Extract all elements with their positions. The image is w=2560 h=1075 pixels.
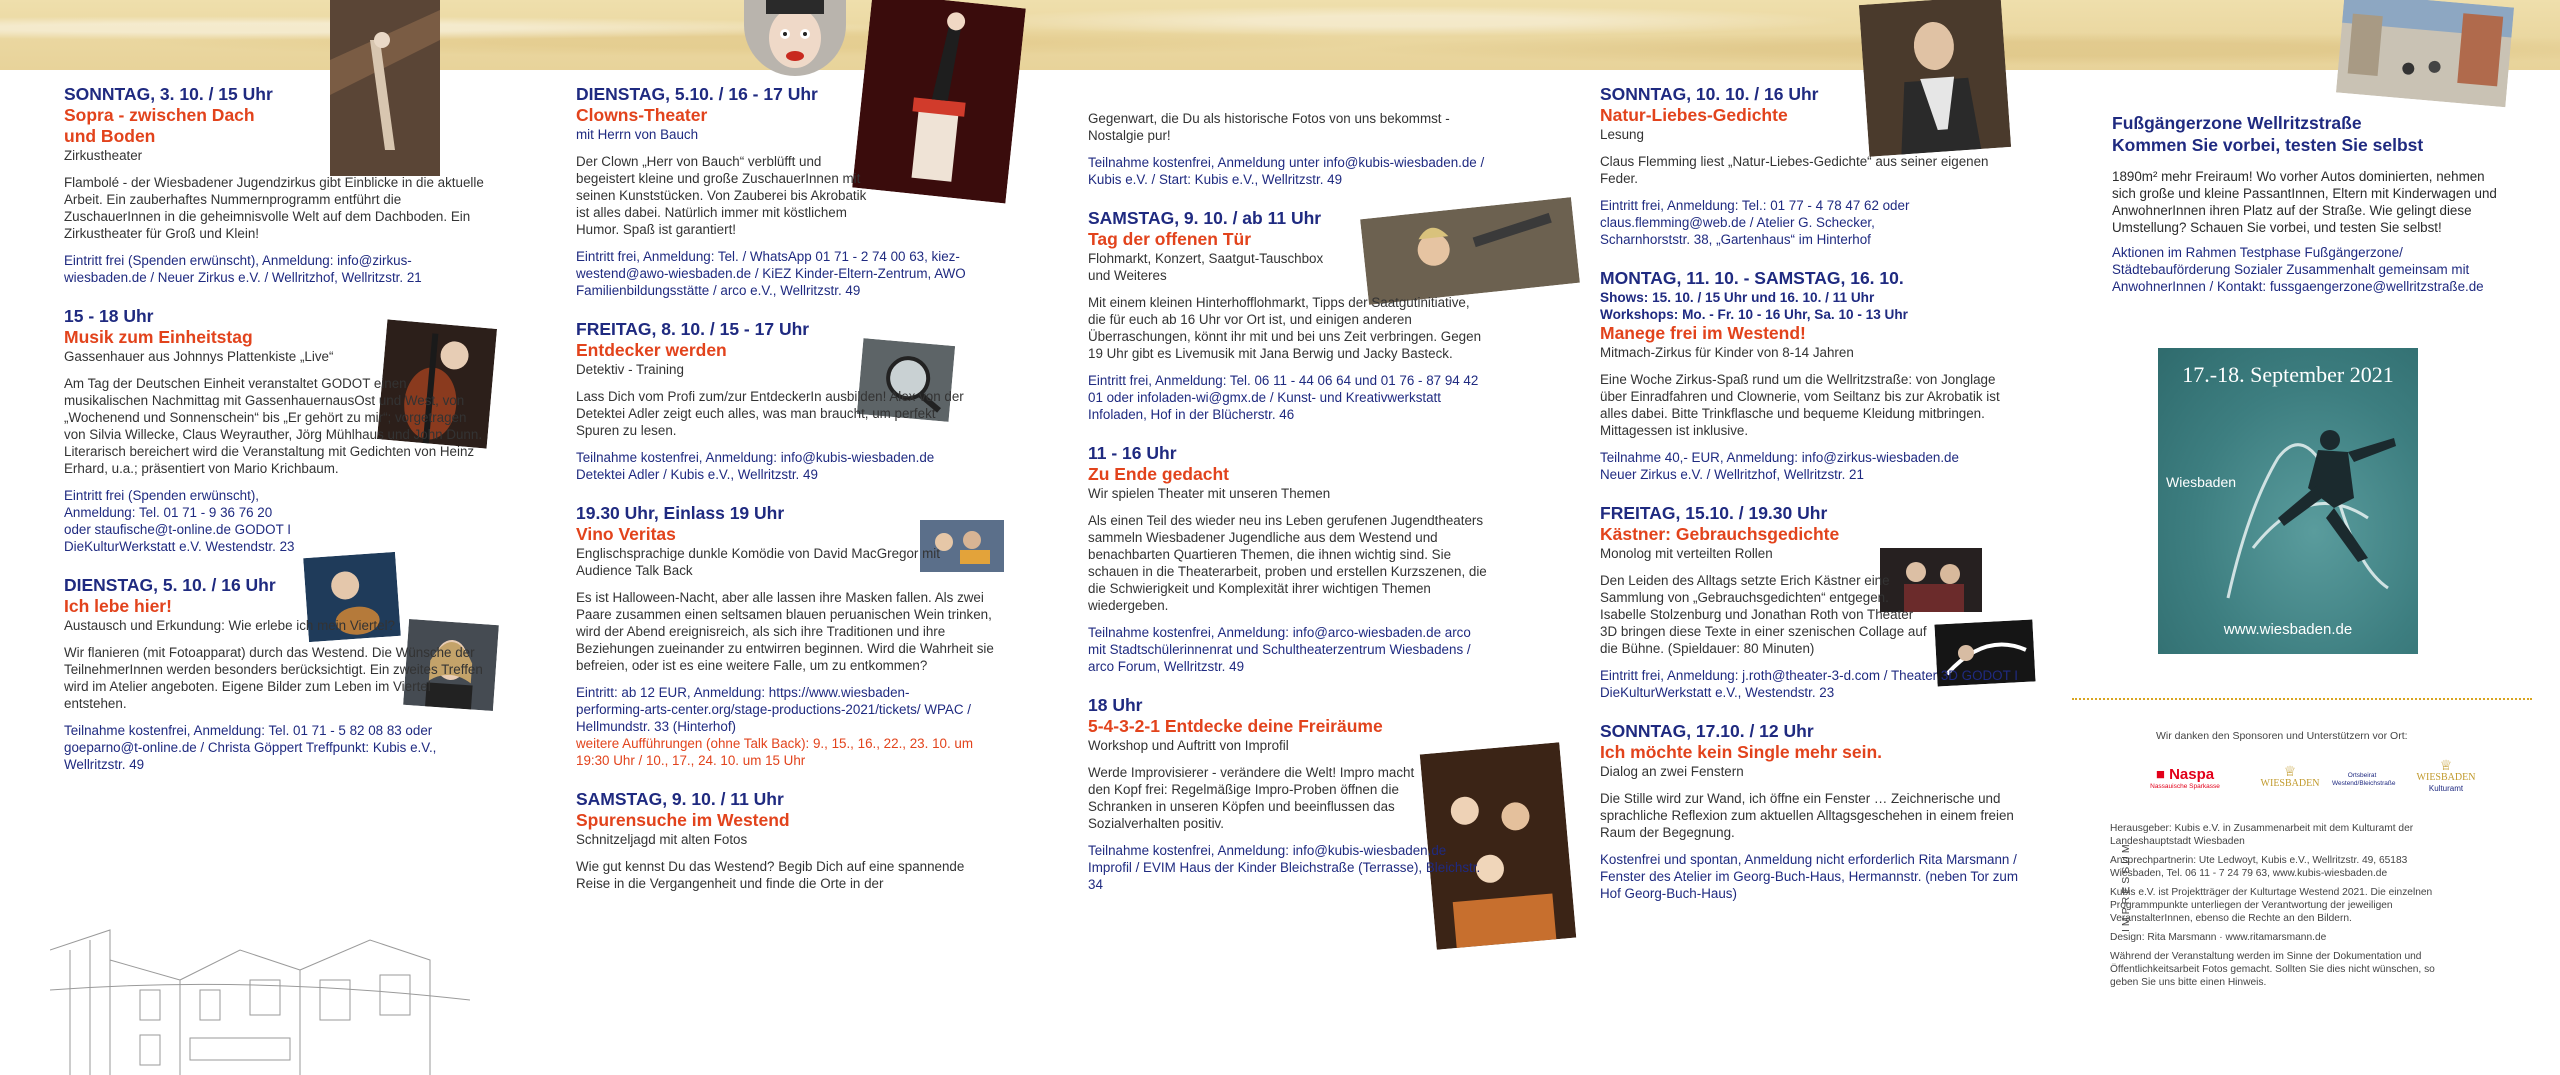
ortsbeirat-logo: [2332, 772, 2396, 788]
event-description: Lass Dich vom Profi zum/zur EntdeckerIn ausbilden! Alex von der Detektei Adler zeigt euch alles, was man braucht, um perfekt Spuren zu lesen.: [576, 389, 964, 438]
event-info: Teilnahme kostenfrei, Anmeldung: info@kubis-wiesbaden.de Improfil / EVIM Haus der Kinder Bleichstraße (Terrasse), Bleichstr. 34: [1088, 843, 1481, 892]
event-title: Kästner: Gebrauchsgedichte: [1600, 524, 1840, 544]
event-single: [1600, 721, 2020, 902]
event-shows: Shows: 15. 10. / 15 Uhr und 16. 10. / 11 Uhr: [1600, 290, 1875, 305]
poster-city: Wiesbaden: [2166, 474, 2237, 490]
event-description: Gegenwart, die Du als historische Fotos von uns bekommst - Nostalgie pur!: [1088, 111, 1450, 143]
event-date: 11 - 16 Uhr: [1088, 443, 1177, 463]
event-title: Sopra - zwischen Dach: [64, 105, 255, 125]
event-subtitle: Gassenhauer aus Johnnys Plattenkiste „Live“: [64, 349, 334, 364]
impressum-label: IMPRESSUM: [2120, 841, 2132, 932]
event-subtitle: Flohmarkt, Konzert, Saatgut-Tauschbox und Weiteres: [1088, 251, 1324, 283]
event-zu-ende-gedacht: [1088, 443, 1488, 675]
impressum-publisher: Herausgeber: Kubis e.V. in Zusammenarbeit mit dem Kulturamt der Landeshauptstadt Wiesbaden: [2110, 823, 2414, 847]
event-description: Eine Woche Zirkus-Spaß rund um die Wellritzstraße: von Jonglage über Einradfahren und Clownerie, vom Seiltanz bis zur Akrobatik ist alles dabei. Bitte Trinkflasche und bequeme Kleidung mitbringen. Mittagessen ist inklusive.: [1600, 372, 2000, 438]
event-info: Eintritt: ab 12 EUR, Anmeldung: https://www.wiesbaden-performing-arts-center.org/stage-productions-2021/tickets/ WPAC / Hellmundstr. 33 (Hinterhof): [576, 685, 971, 734]
event-description: Es ist Halloween-Nacht, aber alle lassen ihre Masken fallen. Als zwei Paare zusammen einen seltsamen blauen peruanischen Wein trinken, wird der Abend ereignisreich, als sich ihre Traditionen und ihre Beziehungen zueinander zu entwirren beginnen. Wird die Wahrheit sie befreien, oder ist es eine weitere Falle, um zu entkommen?: [576, 590, 994, 673]
dotted-divider: [2072, 698, 2532, 700]
event-workshops: Workshops: Mo. - Fr. 10 - 16 Uhr, Sa. 10 - 13 Uhr: [1600, 307, 1908, 322]
event-subtitle: Austausch und Erkundung: Wie erlebe ich mein Viertel?: [64, 618, 395, 633]
impressum-contact: Ansprechpartnerin: Ute Ledwoyt, Kubis e.V., Wellritzstr. 49, 65183 Wiesbaden, Tel. 06 11 - 7 24 79 63, www.kubis-wiesbaden.de: [2110, 855, 2408, 879]
pedestrian-zone-description: 1890m² mehr Freiraum! Wo vorher Autos dominierten, nehmen sich große und kleine PassantInnen, Eltern mit Kinderwagen und AnwohnerInnen ihren Platz auf der Straße. Wie gelingt diese Umstellung? Schauen Sie vorbei, und testen Sie selbst!: [2112, 169, 2497, 235]
event-entdecker-werden: [576, 319, 998, 483]
event-info-extra-dates: weitere Aufführungen (ohne Talk Back): 9., 15., 16., 22., 23. 10. um 19:30 Uhr / 10., 17., 24. 10. um 15 Uhr: [576, 736, 974, 768]
event-date: 15 - 18 Uhr: [64, 306, 154, 326]
event-title: Entdecker werden: [576, 340, 727, 360]
event-ich-lebe-hier: [64, 575, 484, 773]
event-description: Claus Flemming liest „Natur-Liebes-Gedichte“ aus seiner eigenen Feder.: [1600, 154, 1989, 186]
event-info: Teilnahme 40,- EUR, Anmeldung: info@zirkus-wiesbaden.de Neuer Zirkus e.V. / Wellritzhof, Wellritzstr. 21: [1600, 450, 1959, 482]
event-title: Zu Ende gedacht: [1088, 464, 1229, 484]
event-info: Eintritt frei, Anmeldung: Tel.: 01 77 - 4 78 47 62 oder claus.flemming@web.de / Atelier G. Schecker, Scharnhorststr. 38, „Gartenhaus“ im Hinterhof: [1600, 198, 1910, 247]
event-description: Die Stille wird zur Wand, ich öffne ein Fenster … Zeichnerische und sprachliche Reflexion zum aktuellen Alltagsgeschehen in einem freien Raum der Begegnung.: [1600, 791, 2014, 840]
event-title: Clowns-Theater: [576, 105, 708, 125]
event-spurensuche-continued: [1088, 110, 1488, 188]
wiesbaden-wordmark-1: WIESBADEN: [2260, 778, 2320, 789]
event-title: Vino Veritas: [576, 524, 676, 544]
column-4: [1600, 84, 2020, 922]
event-kaestner: [1600, 503, 2020, 701]
event-info: Kostenfrei und spontan, Anmeldung nicht erforderlich Rita Marsmann / Fenster des Atelier im Georg-Buch-Haus, Hermannstr. (neben Tor zum Hof Georg-Buch-Haus): [1600, 852, 2019, 901]
event-description: Wie gut kennst Du das Westend? Begib Dich auf eine spannende Reise in die Vergangenheit und finde die Orte in der: [576, 859, 965, 891]
event-description: Mit einem kleinen Hinterhofflohmarkt, Tipps der Saatgutinitiative, die für euch ab 16 Uhr vor Ort ist, und einigen anderen Überraschungen, könnt ihr mit und bei uns Zeit verbringen. Gegen 19 Uhr gibt es Livemusik mit Jana Berwig und Jacky Basteck.: [1088, 295, 1482, 361]
event-date: MONTAG, 11. 10. - SAMSTAG, 16. 10.: [1600, 268, 1904, 288]
event-subtitle: Wir spielen Theater mit unseren Themen: [1088, 486, 1331, 501]
event-manege-frei: [1600, 268, 2020, 483]
photo-pedestrian-zone: [2336, 0, 2514, 107]
column-1: [64, 84, 484, 793]
event-info: Eintritt frei, Anmeldung: Tel. 06 11 - 44 06 64 und 01 76 - 87 94 42 01 oder infoladen-wi@gmx.de / Kunst- und Kreativwerkstatt Infoladen, Hof in der Blücherstr. 46: [1088, 373, 1479, 422]
dancer-figure-icon: [2158, 348, 2418, 654]
event-description: Werde Improvisierer - verändere die Welt! Impro macht den Kopf frei: Regelmäßige Impro-Proben öffnen die Schranken in unseren Köpfen und beeinflussen das Sozialverhalten positiv.: [1088, 765, 1415, 831]
crown-icon: ♕: [2283, 763, 2297, 779]
event-spurensuche: [576, 789, 998, 892]
event-date: DIENSTAG, 5. 10. / 16 Uhr: [64, 575, 276, 595]
event-info: Eintritt frei, Anmeldung: j.roth@theater-3-d.com / Theater 3D GODOT I DieKulturWerkstatt e.V., Westendstr. 23: [1600, 668, 2018, 700]
event-info: Teilnahme kostenfrei, Anmeldung: Tel. 01 71 - 5 82 08 83 oder goeparno@t-online.de / Christa Göppert Treffpunkt: Kubis e.V., Wellritzstr. 49: [64, 723, 437, 772]
ortsbeirat-label: Ortsbeirat Westend/Bleichstraße: [2332, 772, 2396, 787]
event-musik-einheitstag: [64, 306, 484, 555]
event-date: DIENSTAG, 5.10. / 16 - 17 Uhr: [576, 84, 818, 104]
event-date: FREITAG, 15.10. / 19.30 Uhr: [1600, 503, 1828, 523]
crown-icon: ♕: [2439, 757, 2453, 773]
event-title-line-2: und Boden: [64, 126, 156, 146]
sponsor-thanks: Wir danken den Sponsoren und Unterstützern vor Ort:: [2156, 730, 2408, 742]
event-date: SONNTAG, 17.10. / 12 Uhr: [1600, 721, 1814, 741]
event-title: Musik zum Einheitstag: [64, 327, 253, 347]
event-subtitle: Mitmach-Zirkus für Kinder von 8-14 Jahren: [1600, 345, 1854, 360]
poster-date: 17.-18. September 2021: [2182, 362, 2394, 387]
wiesbaden-logo-1: [2250, 764, 2330, 790]
wiesbaden-logo-2: [2406, 758, 2486, 794]
event-description: Flambolé - der Wiesbadener Jugendzirkus gibt Einblicke in die aktuelle Arbeit. Ein zauberhaftes Nummernprogramm entführt die ZuschauerInnen in die geheimnisvolle Welt auf dem Dachboden. Ein Zirkustheater für Groß und Klein!: [64, 175, 484, 241]
event-clowns-theater: [576, 84, 998, 299]
event-info: Eintritt frei, Anmeldung: Tel. / WhatsApp 01 71 - 2 74 00 63, kiez-westend@awo-wiesbaden.de / KiEZ Kinder-Eltern-Zentrum, AWO Familienbildungsstätte / arco e.V., Wellritzstr. 49: [576, 249, 966, 298]
naspa-subline: Nassauische Sparkasse: [2150, 783, 2220, 790]
sketch-street-drawing: [50, 920, 470, 1075]
event-date: 18 Uhr: [1088, 695, 1143, 715]
naspa-logo: [2150, 766, 2220, 791]
pedestrian-zone-subtitle: Kommen Sie vorbei, testen Sie selbst: [2112, 135, 2424, 155]
event-sopra: [64, 84, 484, 286]
event-info: Teilnahme kostenfrei, Anmeldung: info@kubis-wiesbaden.de Detektei Adler / Kubis e.V., Wellritzstr. 49: [576, 450, 935, 482]
event-subtitle: Lesung: [1600, 127, 1644, 142]
event-title: Ich lebe hier!: [64, 596, 172, 616]
event-title: Spurensuche im Westend: [576, 810, 790, 830]
event-date: SAMSTAG, 9. 10. / ab 11 Uhr: [1088, 208, 1322, 228]
event-tag-der-offenen-tuer: [1088, 208, 1488, 423]
column-5: [2112, 112, 2512, 295]
event-description: Den Leiden des Alltags setzte Erich Kästner eine Sammlung von „Gebrauchsgedichten“ entgegen. Isabelle Stolzenburg und Jonathan Roth von Theater 3D bringen diese Texte in einer szenischen Collage auf die Bühne. (Spieldauer: 80 Minuten): [1600, 573, 1927, 656]
event-title: Tag der offenen Tür: [1088, 229, 1252, 249]
pedestrian-zone-info: Aktionen im Rahmen Testphase Fußgängerzone/ Städtebauförderung Sozialer Zusammenhalt gemeinsam mit AnwohnerInnen / Kontakt: fussgaengerzone@wellritzstraße.de: [2112, 245, 2484, 294]
pedestrian-zone-title: Fußgängerzone Wellritzstraße: [2112, 113, 2362, 133]
event-subtitle: Schnitzeljagd mit alten Fotos: [576, 832, 748, 847]
event-subtitle: Detektiv - Training: [576, 362, 684, 377]
event-natur-liebes-gedichte: [1600, 84, 2020, 248]
impressum-design: Design: Rita Marsmann · www.ritamarsmann.de: [2110, 932, 2327, 943]
column-3: [1088, 110, 1488, 913]
event-subtitle: Workshop und Auftritt von Improfil: [1088, 738, 1289, 753]
event-info: Eintritt frei (Spenden erwünscht), Anmeldung: info@zirkus-wiesbaden.de / Neuer Zirkus e.V. / Wellritzhof, Wellritzstr. 21: [64, 253, 422, 285]
impressum-photo-notice: Während der Veranstaltung werden im Sinne der Dokumentation und Öffentlichkeitsarbeit Fotos gemacht. Sollten Sie dies nicht wünschen, so geben Sie uns bitte einen Hinweis.: [2110, 951, 2435, 988]
event-subtitle: Englischsprachige dunkle Komödie von David MacGregor mit Audience Talk Back: [576, 546, 940, 578]
naspa-s-icon: ■: [2155, 766, 2165, 783]
event-date: FREITAG, 8. 10. / 15 - 17 Uhr: [576, 319, 810, 339]
event-vino-veritas: [576, 503, 998, 769]
event-subtitle: Zirkustheater: [64, 148, 143, 163]
kulturtage-poster: [2158, 348, 2418, 654]
event-description: Als einen Teil des wieder neu ins Leben gerufenen Jugendtheaters sammeln Wiesbadener Jugendliche aus dem Westend und benachbarten Quartieren Themen, die ihnen wichtig sind. Sie schauen in die Theaterarbeit, proben und erstellen Kurzszenen, die die Schwierigkeit und Komplexität ihrer wichtigen Themen wiedergeben.: [1088, 513, 1487, 613]
event-freiraeume: [1088, 695, 1488, 893]
event-info: Teilnahme kostenfrei, Anmeldung unter info@kubis-wiesbaden.de / Kubis e.V. / Start: Kubis e.V., Wellritzstr. 49: [1088, 155, 1485, 187]
event-title: 5-4-3-2-1 Entdecke deine Freiräume: [1088, 716, 1383, 736]
event-date: SONNTAG, 3. 10. / 15 Uhr: [64, 84, 273, 104]
event-info: Eintritt frei (Spenden erwünscht), Anmeldung: Tel. 01 71 - 9 36 76 20 oder staufische@t-online.de GODOT I DieKulturWerkstatt e.V. Westendstr. 23: [64, 488, 295, 554]
wiesbaden-wordmark-2: WIESBADEN: [2416, 772, 2476, 783]
event-title: Manege frei im Westend!: [1600, 323, 1806, 343]
poster-url: www.wiesbaden.de: [2223, 621, 2353, 638]
event-title: Ich möchte kein Single mehr sein.: [1600, 742, 1883, 762]
event-date: SONNTAG, 10. 10. / 16 Uhr: [1600, 84, 1819, 104]
naspa-name: Naspa: [2169, 766, 2215, 783]
event-description: Am Tag der Deutschen Einheit veranstaltet GODOT einen musikalischen Nachmittag mit GassenhauernausOst und West, von „Wochenend und Sonnenschein“ bis „Er gehört zu mir“; vorgetragen von Silvia Willecke, Claus Weyrauther, Jörg Mühlhaus und John Dunn. Literarisch bereichert wird die Veranstaltung mit Gedichten von Heinz Erhard, u.a.; präsentiert von Mario Krichbaum.: [64, 376, 483, 476]
column-2: [576, 84, 998, 912]
sponsor-logos: [2150, 756, 2490, 806]
event-subtitle: mit Herrn von Bauch: [576, 127, 699, 142]
impressum-responsibility: Kubis e.V. ist Projektträger der Kulturtage Westend 2021. Die einzelnen Programmpunkte unterliegen der Verantwortung der jeweiligen VeranstalterInnen, ebenso die Rechte an den Bildern.: [2110, 887, 2433, 924]
event-subtitle: Monolog mit verteilten Rollen: [1600, 546, 1773, 561]
event-title: Natur-Liebes-Gedichte: [1600, 105, 1788, 125]
event-description: Wir flanieren (mit Fotoapparat) durch das Westend. Die Wünsche der TeilnehmerInnen werden besonders berücksichtigt. Ein zweites Treffen wird im Atelier angeboten. Eigene Bilder zum Leben im Viertel entstehen.: [64, 645, 483, 711]
event-info: Teilnahme kostenfrei, Anmeldung: info@arco-wiesbaden.de arco mit Stadtschülerinnenrat und Schultheaterzentrum Wiesbadens / arco Forum, Wellritzstr. 49: [1088, 625, 1471, 674]
kulturamt-label: Kulturamt: [2428, 784, 2464, 793]
event-subtitle: Dialog an zwei Fenstern: [1600, 764, 1744, 779]
event-date: 19.30 Uhr, Einlass 19 Uhr: [576, 503, 785, 523]
event-description: Der Clown „Herr von Bauch“ verblüfft und begeistert kleine und große ZuschauerInnen mit seinen Kunststücken. Von Zauberei bis Akrobatik ist alles dabei. Natürlich immer mit köstlichem Humor. Spaß ist garantiert!: [576, 154, 867, 237]
event-date: SAMSTAG, 9. 10. / 11 Uhr: [576, 789, 784, 809]
